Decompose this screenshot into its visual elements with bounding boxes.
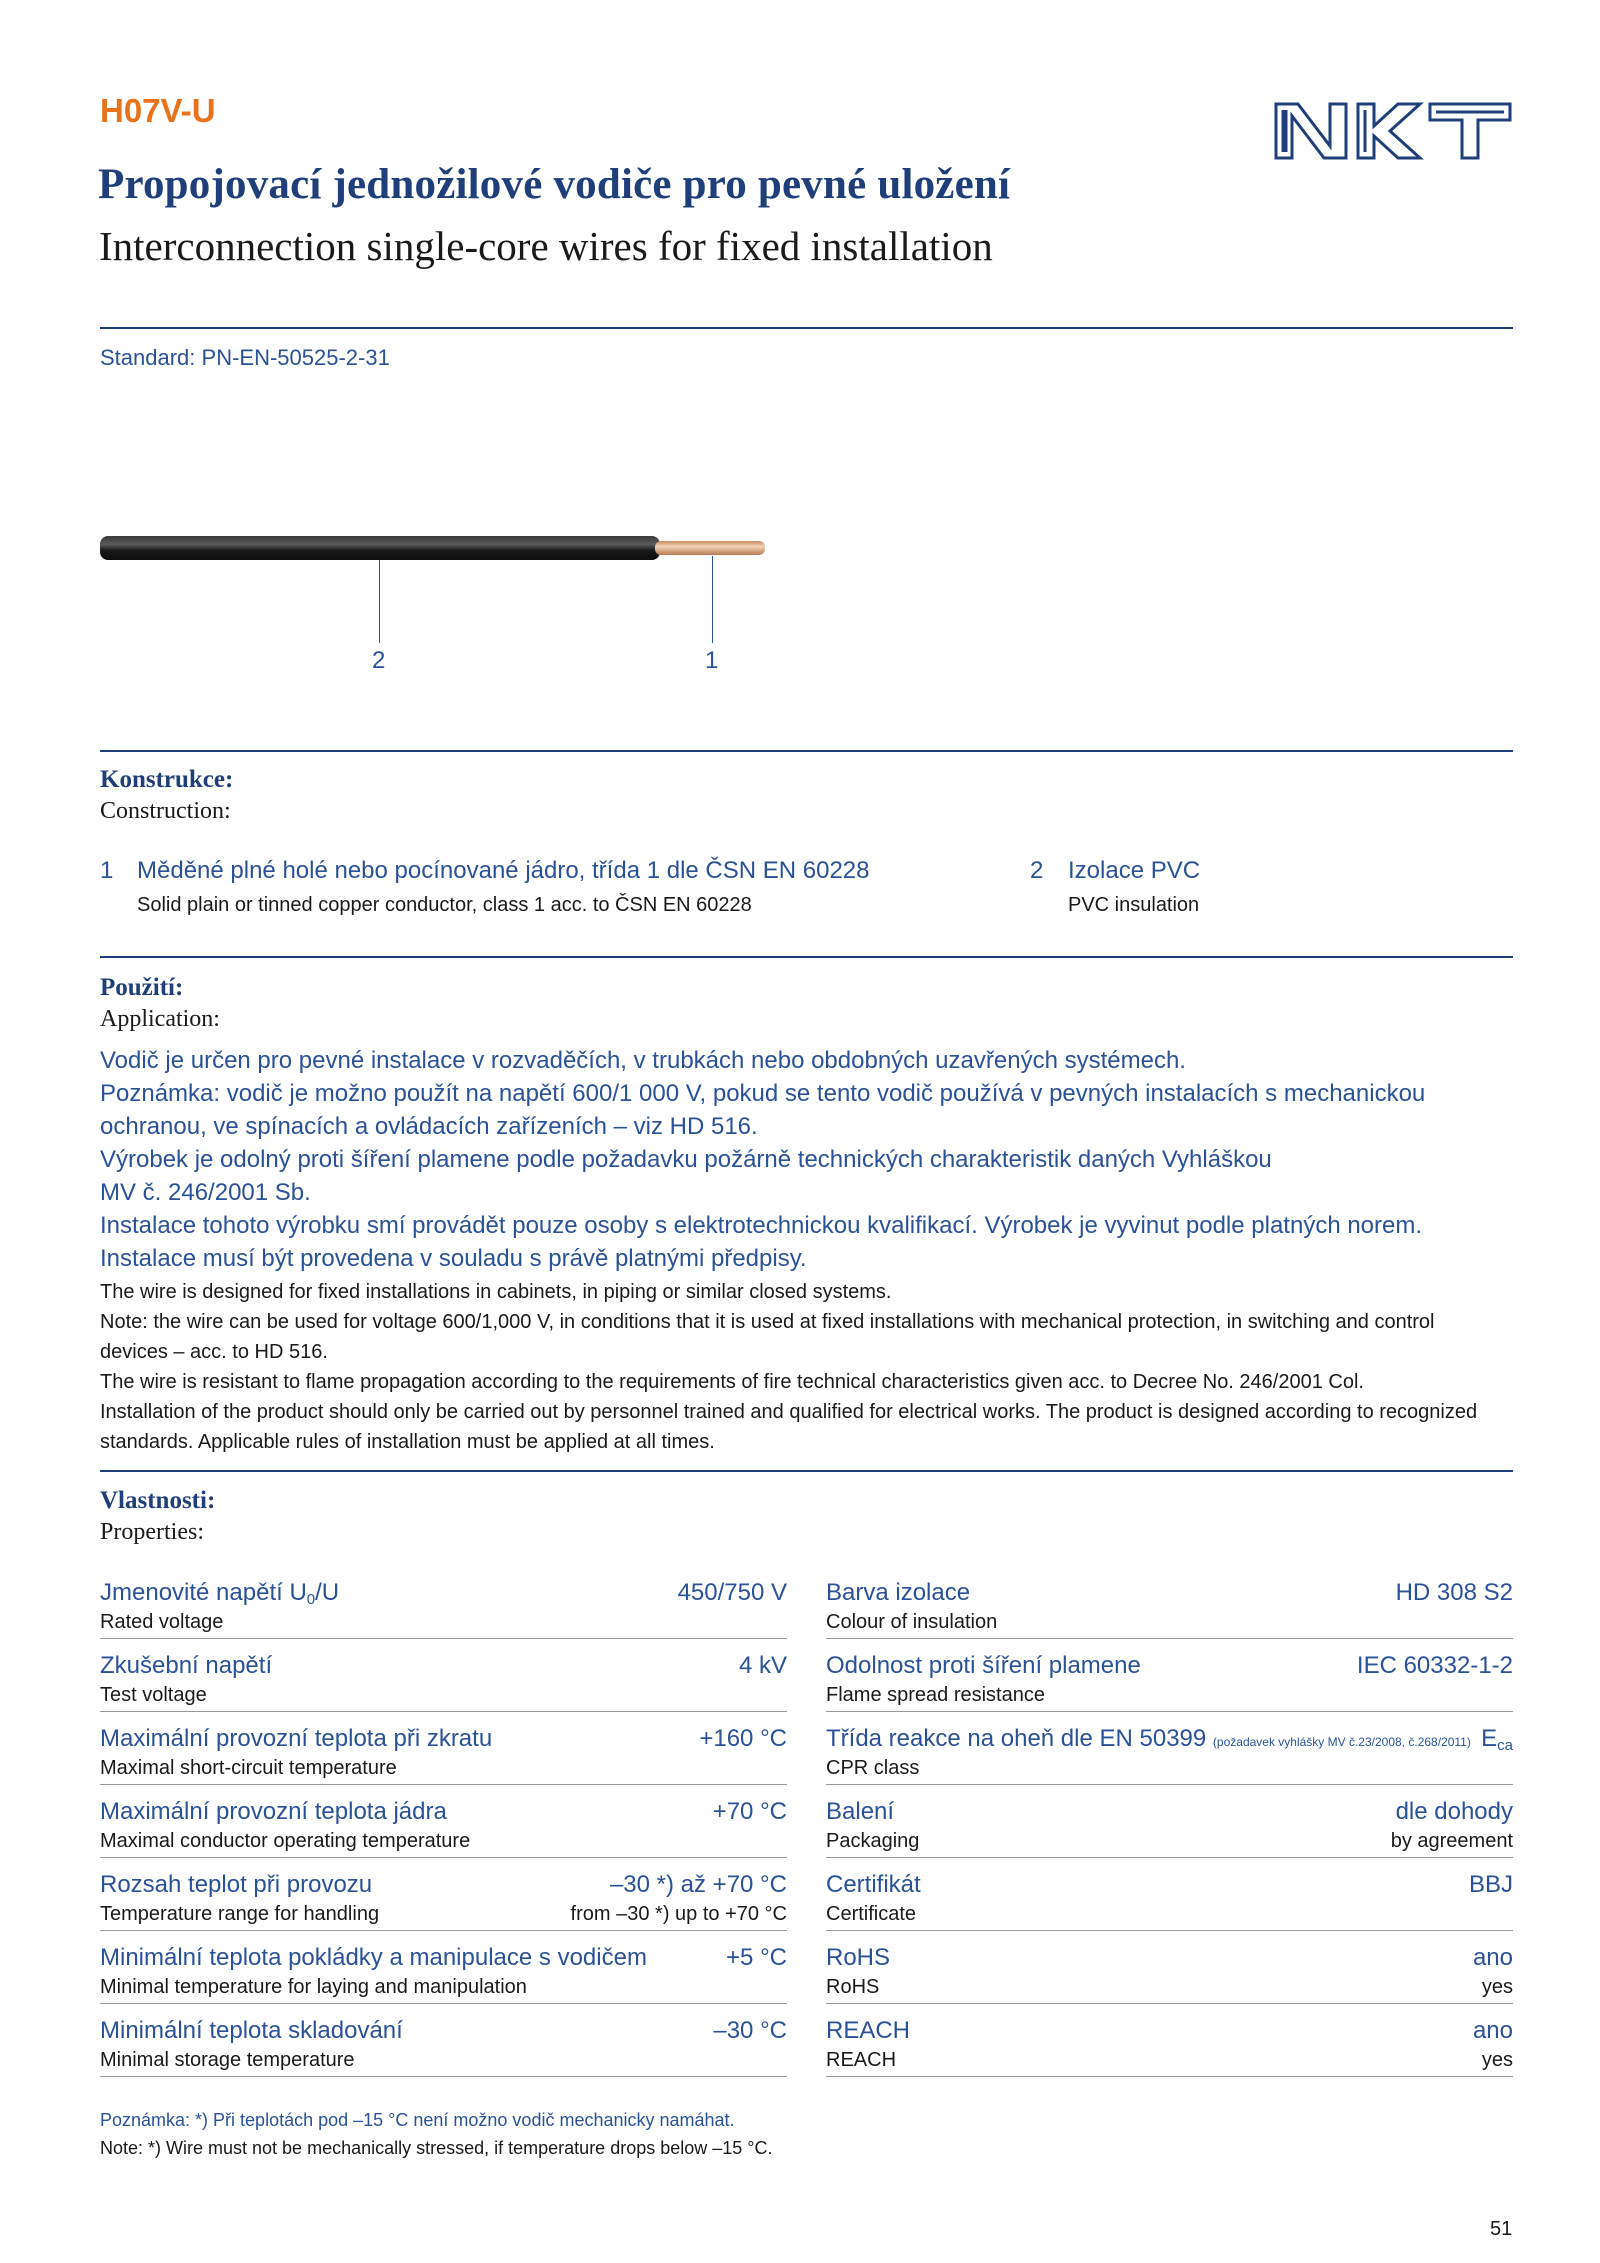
property-label-cz: Rozsah teplot při provozu	[100, 1871, 373, 1898]
properties-left-column	[100, 1566, 787, 2077]
property-row	[826, 1785, 1513, 1858]
property-row	[100, 1858, 787, 1931]
property-label-cz: Barva izolace	[826, 1579, 971, 1606]
property-label-en: REACH	[826, 2049, 897, 2071]
property-label-cz: Maximální provozní teplota při zkratu	[100, 1725, 493, 1752]
property-row	[826, 1931, 1513, 2004]
properties-subheading: Properties:	[100, 1519, 204, 1545]
property-label-cz: Minimální teplota pokládky a manipulace s vodičem	[100, 1944, 647, 1971]
properties-heading: Vlastnosti:	[100, 1487, 216, 1514]
property-label-cz: REACH	[826, 2017, 911, 2044]
property-label-cz: Balení	[826, 1798, 895, 1825]
callout-line-2	[379, 560, 380, 643]
property-row	[826, 1566, 1513, 1639]
property-value: –30 °C	[713, 2017, 787, 2044]
construction-divider	[100, 750, 1513, 752]
property-label-cz: Certifikát	[826, 1871, 921, 1898]
application-paragraph-cz: Vodič je určen pro pevné instalace v rozvaděčích, v trubkách nebo obdobných uzavřených systémech.	[100, 1047, 1186, 1074]
property-value: BBJ	[1468, 1871, 1513, 1898]
application-paragraph-cz: MV č. 246/2001 Sb.	[100, 1179, 311, 1206]
construction-heading: Konstrukce:	[100, 766, 234, 793]
property-value-en: from –30 *) up to +70 °C	[570, 1903, 787, 1925]
property-row	[826, 1712, 1513, 1785]
property-label-en: Maximal conductor operating temperature	[100, 1830, 471, 1852]
property-value: $E_{ca}$	[1481, 1725, 1513, 1754]
property-label-cz: Odolnost proti šíření plamene	[826, 1652, 1141, 1679]
property-value: +70 °C	[712, 1798, 787, 1825]
property-value: HD 308 S2	[1395, 1579, 1513, 1606]
property-value: 450/750 V	[677, 1579, 787, 1606]
property-label-en: Packaging	[826, 1830, 920, 1852]
property-label-en: Rated voltage	[100, 1611, 224, 1633]
property-note: (požadavek vyhlášky MV č.23/2008, č.268/2011)	[1212, 1735, 1471, 1749]
property-row	[826, 1639, 1513, 1712]
header-divider	[100, 327, 1513, 329]
property-value-en: yes	[1481, 2049, 1513, 2071]
property-row	[826, 2004, 1513, 2077]
property-label-en: RoHS	[826, 1976, 880, 1998]
property-value: +160 °C	[699, 1725, 787, 1752]
application-paragraph-cz: Instalace musí být provedena v souladu s právě platnými předpisy.	[100, 1245, 807, 1272]
nkt-logo	[1272, 100, 1514, 167]
property-value-en: by agreement	[1390, 1830, 1513, 1852]
application-paragraph-cz: Poznámka: vodič je možno použít na napětí 600/1 000 V, pokud se tento vodič používá v pevných instalacích s mechanickou ochranou, ve spínacích a ovládacích zařízeních – viz HD 516.	[100, 1080, 1426, 1140]
properties-right-column	[826, 1566, 1513, 2077]
application-heading: Použití:	[100, 974, 184, 1001]
product-code: H07V-U	[100, 92, 216, 129]
construction-item-number: 1	[100, 857, 114, 884]
property-value: +5 °C	[726, 1944, 787, 1971]
page-subtitle: Interconnection single-core wires for fixed installation	[99, 223, 993, 269]
nkt-logo-mark	[1272, 100, 1514, 162]
callout-line-1	[712, 556, 713, 643]
standard-label: Standard: PN-EN-50525-2-31	[100, 345, 390, 370]
construction-item-cz: Izolace PVC	[1068, 857, 1201, 884]
footnote-cz: Poznámka: *) Při teplotách pod –15 °C není možno vodič mechanicky namáhat.	[100, 2110, 735, 2130]
property-label-cz: Jmenovité napětí $U_0/U$	[100, 1579, 340, 1608]
property-label-cz: Maximální provozní teplota jádra	[100, 1798, 447, 1825]
construction-subheading: Construction:	[100, 798, 231, 824]
footnote-en: Note: *) Wire must not be mechanically stressed, if temperature drops below –15 °C.	[100, 2138, 773, 2158]
property-label-en: Colour of insulation	[826, 1611, 998, 1633]
property-label-en: Minimal storage temperature	[100, 2049, 355, 2071]
application-paragraph-en: Note: the wire can be used for voltage 600/1,000 V, in conditions that it is used at fixed installations with mechanical protection, in switching and control devices – acc. to HD 516.	[100, 1311, 1435, 1363]
construction-item-en: Solid plain or tinned copper conductor, class 1 acc. to ČSN EN 60228	[137, 894, 752, 916]
page-number: 51	[1490, 2218, 1513, 2240]
property-value: ano	[1472, 1944, 1513, 1971]
property-label-en: Certificate	[826, 1903, 917, 1925]
property-row	[100, 1566, 787, 1639]
callout-number-1: 1	[705, 647, 719, 674]
property-label-en: CPR class	[826, 1757, 920, 1779]
application-paragraph-cz: Výrobek je odolný proti šíření plamene podle požadavku požárně technických charakteristik daných Vyhláškou	[100, 1146, 1272, 1173]
property-value: ano	[1472, 2017, 1513, 2044]
construction-item-cz: Měděné plné holé nebo pocínované jádro, třída 1 dle ČSN EN 60228	[137, 857, 870, 884]
property-value-en: yes	[1481, 1976, 1513, 1998]
property-label-en: Temperature range for handling	[100, 1903, 380, 1925]
construction-item-number: 2	[1030, 857, 1044, 884]
construction-item-en: PVC insulation	[1068, 894, 1200, 916]
property-value: 4 kV	[738, 1652, 787, 1679]
property-label-cz: RoHS	[826, 1944, 891, 1971]
application-text-cz	[100, 1044, 1520, 1275]
cable-conductor	[655, 541, 765, 555]
application-paragraph-en: Installation of the product should only be carried out by personnel trained and qualified for electrical works. The product is designed according to recognized standards. Applicable rules of installation must be applied at all times.	[100, 1401, 1478, 1453]
property-value: –30 *) až +70 °C	[609, 1871, 787, 1898]
property-label-en: Test voltage	[100, 1684, 207, 1706]
property-label-en: Minimal temperature for laying and manipulation	[100, 1976, 527, 1998]
application-subheading: Application:	[100, 1006, 220, 1032]
property-row	[100, 1785, 787, 1858]
property-row	[826, 1858, 1513, 1931]
cable-sheath	[100, 536, 660, 560]
application-paragraph-cz: Instalace tohoto výrobku smí provádět pouze osoby s elektrotechnickou kvalifikací. Výrobek je vyvinut podle platných norem.	[100, 1212, 1423, 1239]
property-label-cz: Zkušební napětí	[100, 1652, 273, 1679]
callout-number-2: 2	[372, 647, 386, 674]
application-text-en	[100, 1277, 1520, 1457]
application-divider	[100, 956, 1513, 958]
application-paragraph-en: The wire is resistant to flame propagation according to the requirements of fire technical characteristics given acc. to Decree No. 246/2001 Col.	[100, 1371, 1364, 1393]
property-label-cz: Minimální teplota skladování	[100, 2017, 403, 2044]
property-row	[100, 1931, 787, 2004]
property-value: IEC 60332-1-2	[1356, 1652, 1513, 1679]
property-label-cz: Třída reakce na oheň dle EN 50399 (požadavek vyhlášky MV č.23/2008, č.268/2011)	[826, 1725, 1471, 1752]
property-row	[100, 2004, 787, 2077]
cable-illustration	[100, 533, 780, 563]
properties-divider	[100, 1470, 1513, 1472]
property-row	[100, 1712, 787, 1785]
page-title: Propojovací jednožilové vodiče pro pevné uložení	[98, 161, 1011, 208]
property-value: dle dohody	[1395, 1798, 1513, 1825]
property-row	[100, 1639, 787, 1712]
cable-diagram	[100, 533, 780, 568]
property-label-en: Maximal short-circuit temperature	[100, 1757, 397, 1779]
application-paragraph-en: The wire is designed for fixed installations in cabinets, in piping or similar closed systems.	[100, 1281, 892, 1303]
property-label-en: Flame spread resistance	[826, 1684, 1045, 1706]
